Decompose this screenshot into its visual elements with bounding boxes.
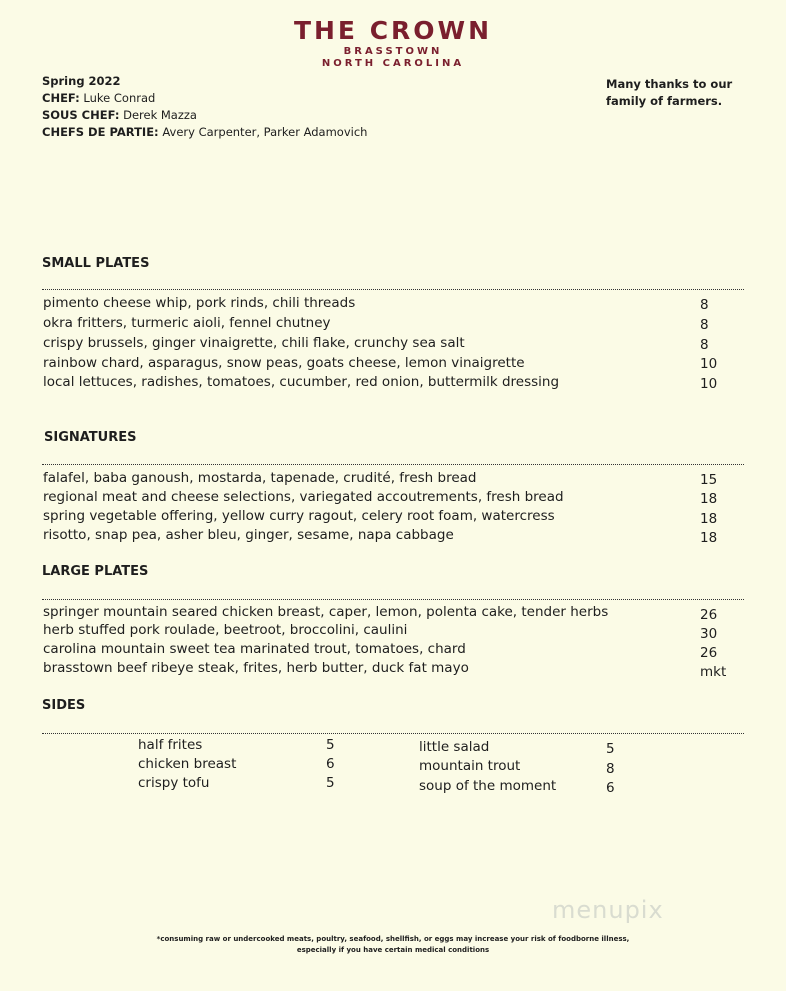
- divider: [42, 289, 744, 290]
- farmers-thanks: [606, 76, 756, 110]
- side-price: 5: [326, 775, 335, 791]
- divider: [42, 599, 744, 600]
- menu-item: risotto, snap pea, asher bleu, ginger, sesame, napa cabbage: [43, 527, 454, 543]
- footnote-line-1: *consuming raw or undercooked meats, poultry, seafood, shellfish, or eggs may increase your risk of foodborne illness,: [156, 935, 630, 943]
- restaurant-logo: THE CROWN: [293, 16, 493, 45]
- divider: [42, 464, 744, 465]
- menu-price: 10: [700, 356, 718, 372]
- location-line-1: BRASSTOWN: [343, 46, 443, 57]
- footnote-line-2: especially if you have certain medical conditions: [296, 946, 490, 954]
- menu-item: carolina mountain sweet tea marinated trout, tomatoes, chard: [43, 641, 466, 657]
- side-item: half frites: [138, 737, 203, 753]
- menu-price: 18: [700, 530, 718, 546]
- side-item: mountain trout: [419, 758, 521, 774]
- thanks-line-2: family of farmers.: [606, 94, 723, 108]
- side-item: little salad: [419, 739, 490, 755]
- sous-chef-name: Derek Mazza: [123, 108, 197, 122]
- section-title-signatures: SIGNATURES: [44, 430, 137, 445]
- menu-price: 15: [700, 472, 718, 488]
- menu-price: 18: [700, 511, 718, 527]
- menu-item: springer mountain seared chicken breast, caper, lemon, polenta cake, tender herbs: [43, 604, 609, 620]
- menu-price: 30: [700, 626, 718, 642]
- menu-price: 8: [700, 317, 709, 333]
- divider: [42, 733, 744, 734]
- menu-item: okra fritters, turmeric aioli, fennel chutney: [43, 315, 331, 331]
- side-price: 5: [326, 737, 335, 753]
- menu-item: brasstown beef ribeye steak, frites, herb butter, duck fat mayo: [43, 660, 469, 676]
- side-price: 8: [606, 761, 615, 777]
- menu-price: 8: [700, 337, 709, 353]
- menu-price: 10: [700, 376, 718, 392]
- sous-chef-label: SOUS CHEF:: [42, 108, 120, 122]
- menu-price: mkt: [700, 664, 727, 680]
- menu-price: 26: [700, 645, 718, 661]
- season: Spring 2022: [42, 74, 121, 88]
- menu-item: local lettuces, radishes, tomatoes, cucumber, red onion, buttermilk dressing: [43, 374, 560, 390]
- menu-item: herb stuffed pork roulade, beetroot, broccolini, caulini: [43, 622, 408, 638]
- side-item: crispy tofu: [138, 775, 210, 791]
- chefs-de-partie-label: CHEFS DE PARTIE:: [42, 125, 159, 139]
- menu-item: rainbow chard, asparagus, snow peas, goats cheese, lemon vinaigrette: [43, 355, 525, 371]
- menupix-watermark: menupix: [552, 896, 664, 924]
- section-title-large-plates: LARGE PLATES: [42, 564, 149, 579]
- menu-price: 26: [700, 607, 718, 623]
- side-price: 6: [326, 756, 335, 772]
- section-title-sides: SIDES: [42, 698, 86, 713]
- menu-item: pimento cheese whip, pork rinds, chili threads: [43, 295, 356, 311]
- chef-label: CHEF:: [42, 91, 80, 105]
- chefs-de-partie-names: Avery Carpenter, Parker Adamovich: [162, 125, 368, 139]
- side-item: soup of the moment: [419, 778, 557, 794]
- thanks-line-1: Many thanks to our: [606, 77, 733, 91]
- menu-item: falafel, baba ganoush, mostarda, tapenade, crudité, fresh bread: [43, 470, 477, 486]
- menu-item: spring vegetable offering, yellow curry ragout, celery root foam, watercress: [43, 508, 555, 524]
- menu-price: 18: [700, 491, 718, 507]
- section-title-small-plates: SMALL PLATES: [42, 256, 150, 271]
- staff-info: [42, 73, 367, 141]
- menu-item: crispy brussels, ginger vinaigrette, chili flake, crunchy sea salt: [43, 335, 465, 351]
- side-price: 6: [606, 780, 615, 796]
- location-line-2: NORTH CAROLINA: [321, 58, 465, 69]
- menu-price: 8: [700, 297, 709, 313]
- menu-item: regional meat and cheese selections, variegated accoutrements, fresh bread: [43, 489, 564, 505]
- side-item: chicken breast: [138, 756, 237, 772]
- chef-name: Luke Conrad: [83, 91, 156, 105]
- side-price: 5: [606, 741, 615, 757]
